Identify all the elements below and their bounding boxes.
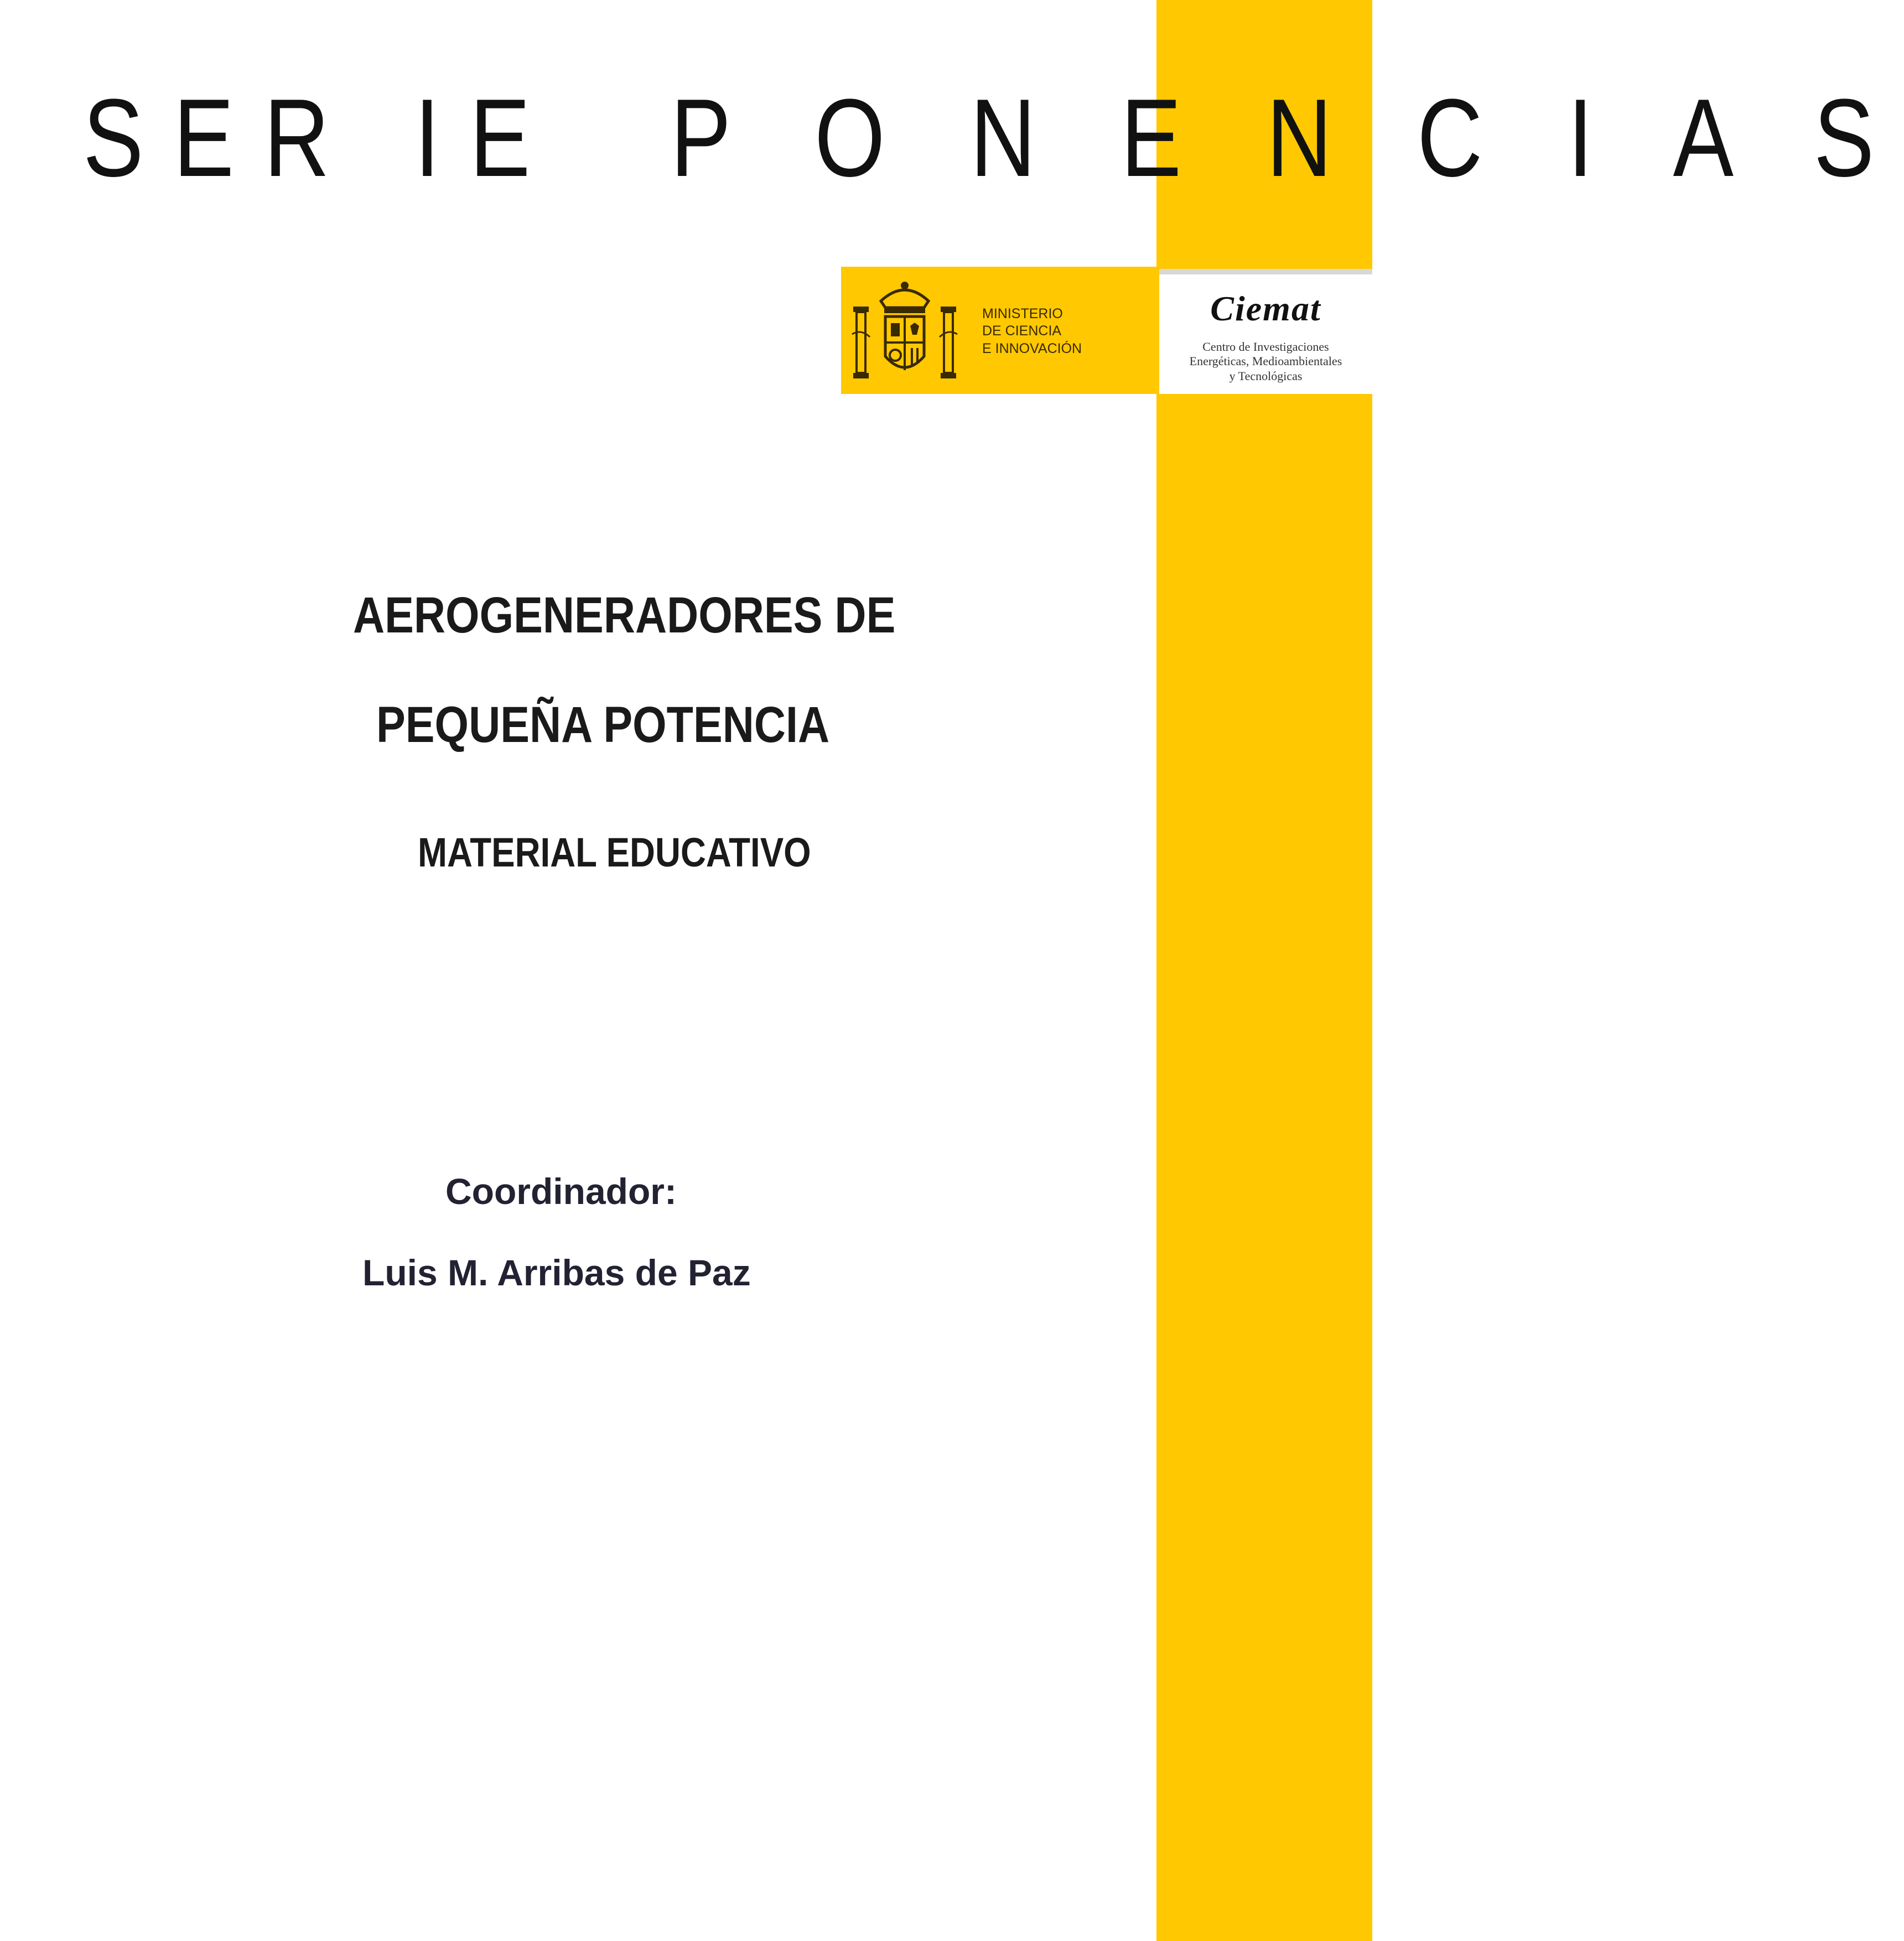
ministry-line-2: DE CIENCIA <box>982 323 1062 339</box>
ciemat-logo-block <box>1159 269 1372 394</box>
coordinator-label: Coordinador: <box>445 1171 677 1212</box>
ciemat-logo: Ciemat <box>1210 289 1321 328</box>
ministry-line-3: E INNOVACIÓN <box>982 340 1082 356</box>
document-title-line-1: AEROGENERADORES DE <box>353 587 896 643</box>
ministry-name <box>982 305 1082 357</box>
document-title-line-2: PEQUEÑA POTENCIA <box>376 697 830 753</box>
ministry-logo-block <box>841 267 1159 394</box>
series-title: SER IE P O N E N C I A S <box>83 76 1904 200</box>
ministry-line-1: MINISTERIO <box>982 306 1063 321</box>
ciemat-desc-line-2: Energéticas, Medioambientales <box>1189 354 1342 369</box>
document-subtitle: MATERIAL EDUCATIVO <box>418 829 811 875</box>
ciemat-description <box>1159 340 1372 383</box>
ciemat-desc-line-3: y Tecnológicas <box>1229 369 1303 383</box>
coordinator-name: Luis M. Arribas de Paz <box>362 1252 751 1293</box>
coat-of-arms-icon <box>847 273 963 390</box>
ciemat-desc-line-1: Centro de Investigaciones <box>1202 340 1329 354</box>
